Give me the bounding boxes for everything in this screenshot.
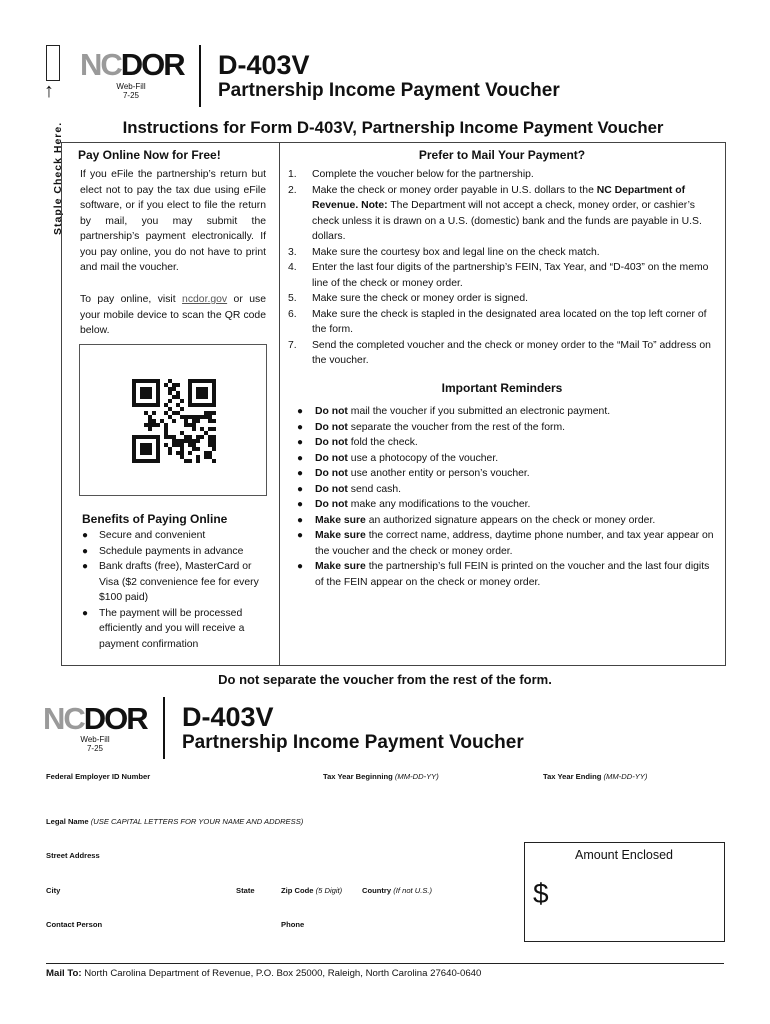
dollar-sign: $ xyxy=(533,878,549,909)
step-number: 6. xyxy=(288,308,297,320)
ncdor-link[interactable]: ncdor.gov xyxy=(182,294,228,305)
ncdor-logo: NCDOR xyxy=(80,47,184,82)
voucher-form-title: Partnership Income Payment Voucher xyxy=(182,732,524,753)
reminder-item: ● Do not use a photocopy of the voucher. xyxy=(291,451,719,467)
benefits-list xyxy=(82,528,266,652)
step-number: 7. xyxy=(288,339,297,351)
mail-step-item: 5. Make sure the check or money order is signed. xyxy=(288,291,712,307)
header-divider xyxy=(199,45,201,107)
mail-to-line: Mail To: North Carolina Department of Revenue, P.O. Box 25000, Raleigh, North Carolina 27640-0640 xyxy=(46,968,482,979)
mail-step-item: 3. Make sure the courtesy box and legal line on the check match. xyxy=(288,245,712,261)
qr-code-icon[interactable] xyxy=(132,378,216,464)
reminders-heading: Important Reminders xyxy=(441,381,563,395)
step-number: 1. xyxy=(288,169,297,180)
mail-heading: Prefer to Mail Your Payment? xyxy=(418,148,586,162)
street-address-label: Street Address xyxy=(46,851,100,860)
mail-step-item: 4. Enter the last four digits of the partnership’s FEIN, Tax Year, and “D-403” on the memo line of the check or money order. xyxy=(288,262,709,289)
tax-year-beginning-field[interactable] xyxy=(323,784,513,804)
online-heading: Pay Online Now for Free! xyxy=(78,148,221,162)
form-title: Partnership Income Payment Voucher xyxy=(218,80,560,101)
staple-label: Staple Check Here. xyxy=(52,121,64,235)
zip-code-label: Zip Code (5 Digit) xyxy=(281,886,343,895)
mail-to-rule xyxy=(46,963,724,964)
country-label: Country (If not U.S.) xyxy=(362,886,433,895)
online-paragraph-2: To pay online, visit ncdor.gov or use your mobile device to scan the QR code below. xyxy=(80,294,266,336)
step-number: 5. xyxy=(288,293,297,304)
reminder-item: ● Make sure the partnership’s full FEIN is printed on the voucher and the last four digits of the FEIN appear on the check or money order. xyxy=(291,559,719,590)
legal-name-label: Legal Name (USE CAPITAL LETTERS FOR YOUR NAME AND ADDRESS) xyxy=(46,817,304,826)
webfill-label: Web-Fill 7-25 xyxy=(116,82,146,100)
mail-step-item: 7. Send the completed voucher and the check or money order to the “Mail To” address on the voucher. xyxy=(288,339,711,366)
fein-field[interactable] xyxy=(46,784,296,804)
reminder-item: ● Make sure an authorized signature appears on the check or money order. xyxy=(291,513,719,529)
zip-code-field[interactable] xyxy=(281,897,356,915)
benefit-item: ● Secure and convenient xyxy=(82,528,266,544)
reminder-item: ● Do not fold the check. xyxy=(291,435,719,451)
country-field[interactable] xyxy=(362,897,502,915)
benefit-item: ● Schedule payments in advance xyxy=(82,544,266,560)
city-label: City xyxy=(46,886,61,895)
benefit-item: ● Bank drafts (free), MasterCard or Visa ($2 convenience fee for every $100 paid) xyxy=(82,559,266,606)
fein-label: Federal Employer ID Number xyxy=(46,772,151,781)
voucher-webfill-label: Web-Fill 7-25 xyxy=(80,735,110,753)
staple-arrow-icon: ↑ xyxy=(44,80,54,102)
separator-note: Do not separate the voucher from the rest of the form. xyxy=(218,672,552,687)
street-address-field[interactable] xyxy=(46,862,506,880)
contact-person-field[interactable] xyxy=(46,931,271,949)
voucher-ncdor-logo: NCDOR xyxy=(43,701,147,736)
mail-step-item: 1. Complete the voucher below for the partnership. xyxy=(288,167,712,183)
online-paragraph: If you eFile the partnership’s return but elect not to pay the tax due using eFile software, or if you elect to file the return by mail, you may submit the partnership’s payment electronically. If you pay online, you do not have to print and mail the voucher. xyxy=(80,169,266,273)
contact-person-label: Contact Person xyxy=(46,920,103,929)
reminder-item: ● Do not separate the voucher from the rest of the form. xyxy=(291,420,719,436)
reminder-item: ● Do not send cash. xyxy=(291,482,719,498)
benefit-item: ● The payment will be processed efficiently and you will receive a payment confirmation xyxy=(82,606,266,653)
reminder-item: ● Make sure the correct name, address, daytime phone number, and tax year appear on the voucher and the check or money order. xyxy=(291,528,719,559)
mail-step-item: 6. Make sure the check is stapled in the designated area located on the top left corner of the form. xyxy=(288,308,707,335)
voucher-form-number: D-403V xyxy=(182,702,274,732)
voucher-header-divider xyxy=(163,697,165,759)
reminder-item: ● Do not use another entity or person’s voucher. xyxy=(291,466,719,482)
mail-step-item: 2. Make the check or money order payable in U.S. dollars to the NC Department of Revenue. Note: The Department will not accept a check, money order, or cashier’s check unless it is drawn on a U.S. (domestic) bank and the funds are payable in U.S. dollars. xyxy=(288,184,702,242)
tax-year-ending-field[interactable] xyxy=(543,784,723,804)
amount-enclosed-label: Amount Enclosed xyxy=(575,848,673,862)
tax-year-ending-label: Tax Year Ending (MM-DD-YY) xyxy=(543,772,648,781)
instructions-column-divider xyxy=(279,142,280,666)
staple-box xyxy=(46,45,60,81)
state-field[interactable] xyxy=(236,897,276,915)
step-number: 3. xyxy=(288,246,297,258)
mail-steps-list xyxy=(288,167,712,369)
benefits-heading: Benefits of Paying Online xyxy=(82,512,228,526)
city-field[interactable] xyxy=(46,897,226,915)
reminder-item: ● Do not make any modifications to the voucher. xyxy=(291,497,719,513)
phone-label: Phone xyxy=(281,920,305,929)
reminders-list xyxy=(291,404,719,590)
phone-field[interactable] xyxy=(281,931,506,949)
instructions-title: Instructions for Form D-403V, Partnership Income Payment Voucher xyxy=(122,118,664,137)
reminder-item: ● Do not mail the voucher if you submitted an electronic payment. xyxy=(291,404,719,420)
tax-year-beginning-label: Tax Year Beginning (MM-DD-YY) xyxy=(323,772,439,781)
step-number: 4. xyxy=(288,262,297,273)
state-label: State xyxy=(236,886,255,895)
step-number: 2. xyxy=(288,184,297,196)
form-number: D-403V xyxy=(218,50,310,80)
